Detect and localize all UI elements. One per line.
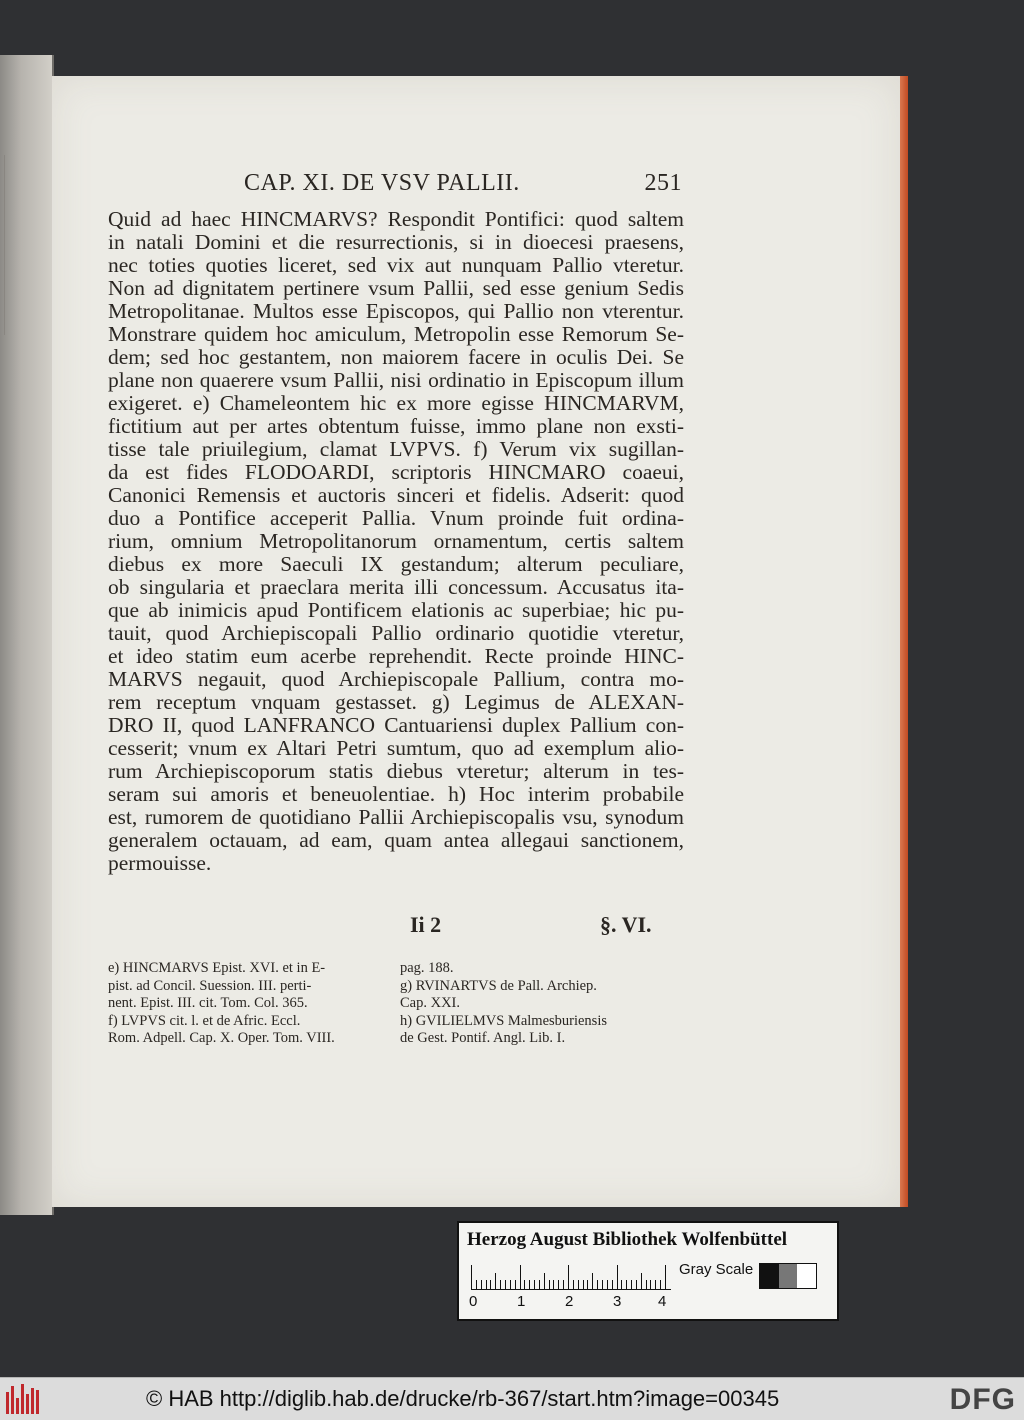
hab-logo-bar <box>16 1398 19 1414</box>
text-line: fictitium aut per artes obtentum fuisse, immo plane non exsti- <box>108 415 684 438</box>
hab-logo-bar <box>26 1394 29 1414</box>
text-line: rum Archiepiscoporum statis diebus vteretur; alterum in tes- <box>108 760 684 783</box>
ruler-tick <box>534 1280 535 1289</box>
text-line: generalem octauam, ad eam, quam antea allegaui sanctionem, <box>108 829 684 852</box>
ruler-tick <box>568 1265 569 1289</box>
dfg-logo: DFG <box>949 1383 1016 1416</box>
ruler-tick <box>587 1280 588 1289</box>
text-line: Quid ad haec HINCMARVS? Respondit Pontifici: quod saltem <box>108 208 684 231</box>
footnote-line: de Gest. Pontif. Angl. Lib. I. <box>400 1030 566 1046</box>
signature-mark: Ii 2 <box>410 912 442 937</box>
ruler <box>471 1263 671 1290</box>
footnote-line: pag. 188. <box>400 960 454 976</box>
footnotes-left-column <box>108 960 394 1048</box>
hab-logo-bar <box>36 1390 39 1414</box>
gray-swatch-mid <box>779 1264 798 1288</box>
page-red-edge <box>900 76 908 1207</box>
hab-logo-bar <box>11 1386 14 1414</box>
ruler-tick <box>650 1280 651 1289</box>
text-line: cesserit; vnum ex Altari Petri sumtum, quo ad exemplum alio- <box>108 737 684 760</box>
ruler-tick <box>520 1265 521 1289</box>
text-line: Canonici Remensis et auctoris sinceri et fidelis. Adserit: quod <box>108 484 684 507</box>
ruler-tick <box>563 1280 564 1289</box>
text-line: in natali Domini et die resurrectionis, si in dioecesi praesens, <box>108 231 684 254</box>
text-line: exigeret. e) Chameleontem hic ex more egisse HINCMARVM, <box>108 392 684 415</box>
ruler-tick <box>500 1280 501 1289</box>
footnote-line: pist. ad Concil. Suession. III. perti- <box>108 977 312 994</box>
gray-swatch-white <box>797 1264 816 1288</box>
catchword: §. VI. <box>600 912 652 937</box>
ruler-tick <box>524 1280 525 1289</box>
ruler-tick <box>510 1280 511 1289</box>
reference-card-title: Herzog August Bibliothek Wolfenbüttel <box>467 1229 788 1250</box>
text-line: diebus ex more Saeculi IX gestandum; alterum peculiare, <box>108 553 684 576</box>
text-line: est, rumorem de quotidiano Pallii Archiepiscopalis vsu, synodum <box>108 806 684 829</box>
reference-card <box>457 1221 839 1321</box>
text-line: permouisse. <box>108 852 212 875</box>
text-line: tauit, quod Archiepiscopali Pallio ordinario quotidie vteretur, <box>108 622 684 645</box>
text-line: Monstrare quidem hoc amiculum, Metropolin esse Remorum Se- <box>108 323 684 346</box>
hab-logo-bar <box>21 1384 24 1414</box>
ruler-tick <box>597 1280 598 1289</box>
text-line: ob singularia et praeclara merita illi concessum. Accusatus ita- <box>108 576 684 599</box>
ruler-tick <box>515 1280 516 1289</box>
running-head-title: CAP. XI. DE VSV PALLII. <box>244 170 520 196</box>
ruler-number: 1 <box>517 1293 526 1310</box>
footnote-line: Rom. Adpell. Cap. X. Oper. Tom. VIII. <box>108 1030 335 1046</box>
ruler-number: 3 <box>613 1293 622 1310</box>
gray-scale-label: Gray Scale <box>679 1261 754 1278</box>
ruler-tick <box>481 1280 482 1289</box>
ruler-tick <box>583 1280 584 1289</box>
text-line: DRO II, quod LANFRANCO Cantuariensi duplex Pallium con- <box>108 714 684 737</box>
hab-logo-icon <box>6 1384 44 1414</box>
footnote-line: h) GVILIELMVS Malmesburiensis <box>400 1012 608 1029</box>
gray-scale-swatch <box>759 1263 817 1289</box>
ruler-tick <box>573 1280 574 1289</box>
ruler-tick <box>612 1280 613 1289</box>
ruler-tick <box>660 1280 661 1289</box>
ruler-tick <box>529 1280 530 1289</box>
footnote-line: g) RVINARTVS de Pall. Archiep. <box>400 977 597 994</box>
ruler-tick <box>476 1280 477 1289</box>
ruler-tick <box>558 1280 559 1289</box>
ruler-tick <box>602 1280 603 1289</box>
text-line: tisse tale priuilegium, clamat LVPVS. f) Verum vix sugillan- <box>108 438 684 461</box>
footnote-line: f) LVPVS cit. l. et de Afric. Eccl. <box>108 1012 301 1029</box>
text-line: dem; sed hoc gestantem, non maiorem facere in oculis Dei. Se <box>108 346 684 369</box>
left-page-edge <box>0 55 54 1215</box>
copyright-url[interactable]: © HAB http://diglib.hab.de/drucke/rb-367/start.htm?image=00345 <box>146 1386 780 1411</box>
viewer-footer <box>0 1377 1024 1420</box>
ruler-tick <box>621 1280 622 1289</box>
footnote-line: Cap. XXI. <box>400 995 461 1011</box>
hab-logo-bar <box>6 1392 9 1414</box>
ruler-tick <box>549 1280 550 1289</box>
text-line: plane non quaerere vsum Pallii, nisi ordinatio in Episcopum illum <box>108 369 684 392</box>
text-line: Metropolitanae. Multos esse Episcopos, qui Pallio non vterentur. <box>108 300 684 323</box>
left-page-marks <box>4 155 35 335</box>
page-number: 251 <box>644 170 682 196</box>
ruler-tick <box>539 1280 540 1289</box>
footnote-line: nent. Epist. III. cit. Tom. Col. 365. <box>108 995 308 1011</box>
ruler-tick <box>471 1265 472 1289</box>
ruler-number: 4 <box>658 1293 667 1310</box>
ruler-tick <box>655 1280 656 1289</box>
ruler-tick <box>617 1265 618 1289</box>
footnote-line: e) HINCMARVS Epist. XVI. et in E- <box>108 960 326 976</box>
ruler-tick <box>607 1280 608 1289</box>
ruler-tick <box>495 1273 496 1289</box>
ruler-tick <box>544 1273 545 1289</box>
ruler-tick <box>490 1280 491 1289</box>
text-line: MARVS negauit, quod Archiepiscopale Pallium, contra mo- <box>108 668 684 691</box>
hab-logo-bar <box>31 1388 34 1414</box>
ruler-tick <box>631 1280 632 1289</box>
text-line: duo a Pontifice acceperit Pallia. Vnum proinde fuit ordina- <box>108 507 684 530</box>
text-line: et ideo statim eum acerbe reprehendit. Recte proinde HINC- <box>108 645 684 668</box>
ruler-number: 2 <box>565 1293 574 1310</box>
running-head <box>190 170 682 200</box>
ruler-tick <box>646 1280 647 1289</box>
text-line: Non ad dignitatem pertinere vsum Pallii, sed esse genium Sedis <box>108 277 684 300</box>
text-line: rium, omnium Metropolitanorum ornamentum, certis saltem <box>108 530 684 553</box>
ruler-tick <box>626 1280 627 1289</box>
ruler-tick <box>553 1280 554 1289</box>
text-line: nec toties quoties liceret, sed vix aut nunquam Pallio vteretur. <box>108 254 684 277</box>
ruler-tick <box>665 1265 666 1289</box>
ruler-tick <box>592 1273 593 1289</box>
text-line: seram sui amoris et beneuolentiae. h) Hoc interim probabile <box>108 783 684 806</box>
ruler-tick <box>641 1273 642 1289</box>
gray-swatch-black <box>760 1264 779 1288</box>
ruler-number: 0 <box>469 1293 478 1310</box>
text-line: da est fides FLODOARDI, scriptoris HINCMARO coaeui, <box>108 461 684 484</box>
text-line: rem receptum vnquam gestasset. g) Legimus de ALEXAN- <box>108 691 684 714</box>
ruler-tick <box>578 1280 579 1289</box>
ruler-tick <box>636 1280 637 1289</box>
text-line: que ab inimicis apud Pontificem elationis ac superbiae; hic pu- <box>108 599 684 622</box>
ruler-tick <box>486 1280 487 1289</box>
ruler-tick <box>505 1280 506 1289</box>
main-text <box>108 208 684 875</box>
footnotes-right-column <box>400 960 686 1048</box>
